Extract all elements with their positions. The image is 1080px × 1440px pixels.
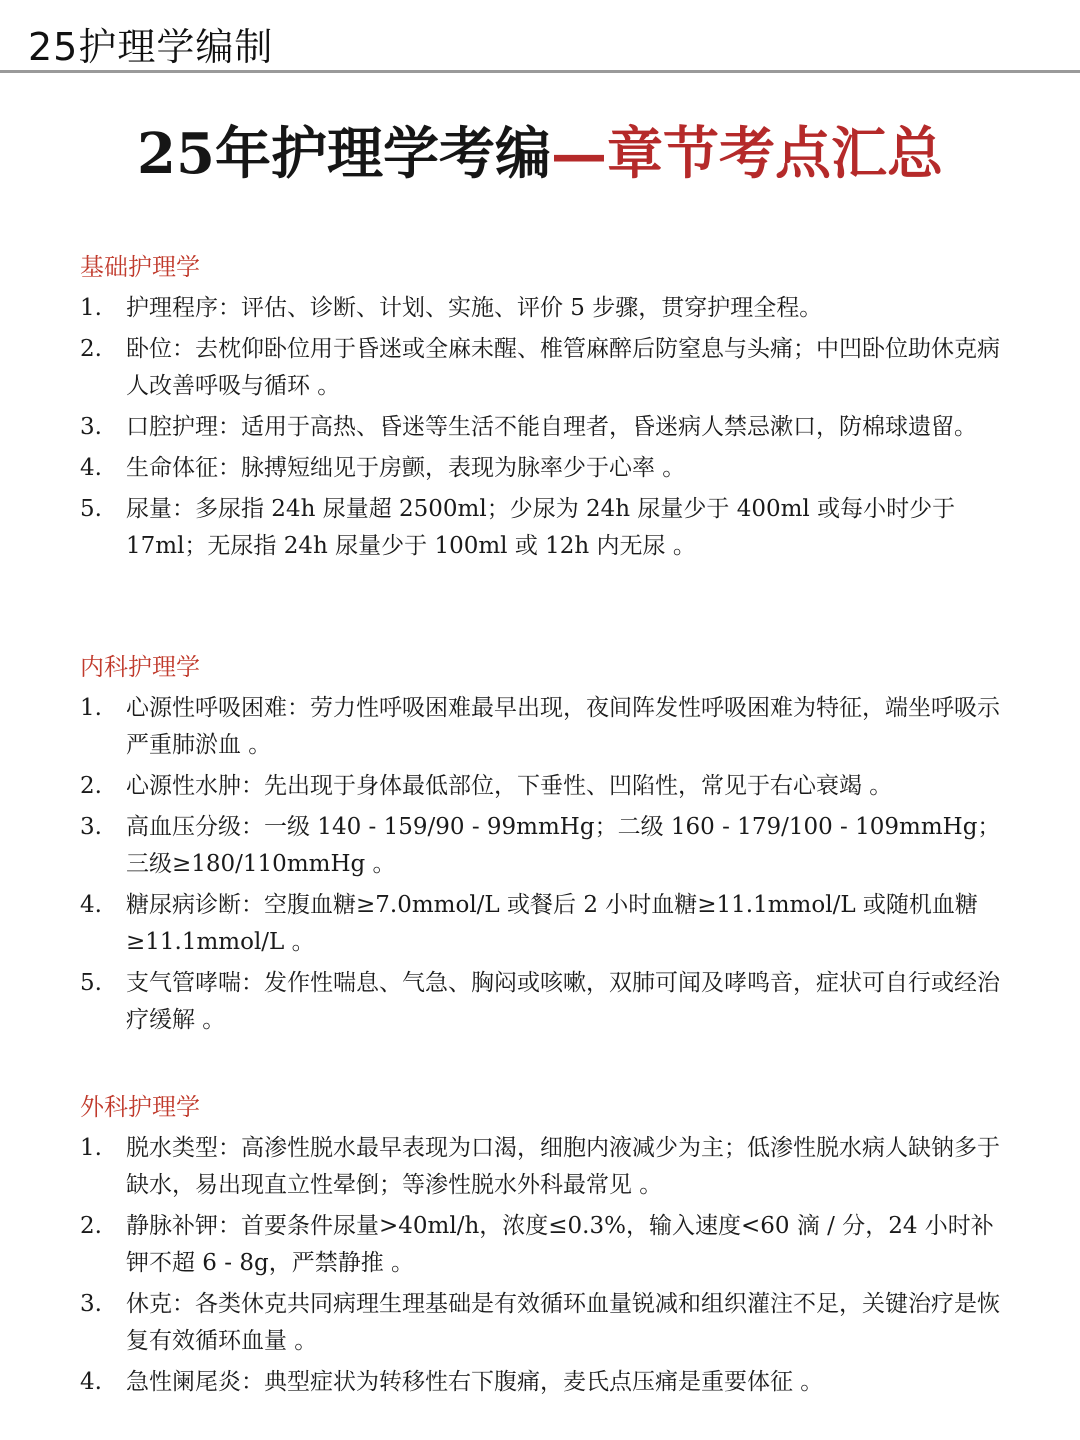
item-number: 4. [80, 1369, 102, 1395]
list-item [80, 690, 1010, 764]
list-item [80, 1130, 1010, 1204]
header-label: 25护理学编制 [28, 25, 274, 69]
item-number: 1. [80, 295, 102, 321]
list-item [80, 409, 1010, 446]
item-text: 休克：各类休克共同病理生理基础是有效循环血量锐减和组织灌注不足，关键治疗是恢复有效循环血量 。 [126, 1291, 1000, 1354]
item-list [80, 1130, 1010, 1401]
section-heading: 基础护理学 [80, 253, 200, 281]
item-list [80, 690, 1010, 1039]
title-main: 25年护理学考编 [137, 121, 551, 187]
item-text: 卧位：去枕仰卧位用于昏迷或全麻未醒、椎管麻醉后防窒息与头痛；中凹卧位助休克病人改善呼吸与循环 。 [126, 336, 1000, 399]
page-header [0, 0, 1080, 74]
item-text: 高血压分级：一级 140 - 159/90 - 99mmHg；二级 160 - 179/100 - 109mmHg；三级≥180/110mmHg 。 [126, 814, 1001, 877]
list-item [80, 887, 1010, 961]
item-number: 2. [80, 336, 102, 362]
title-accent: —章节考点汇总 [550, 121, 943, 187]
list-item [80, 965, 1010, 1039]
list-item [80, 450, 1010, 487]
list-item [80, 809, 1010, 883]
list-item [80, 290, 1010, 327]
item-text: 支气管哮喘：发作性喘息、气急、胸闷或咳嗽，双肺可闻及哮鸣音，症状可自行或经治疗缓解 。 [126, 970, 1000, 1033]
list-item [80, 1286, 1010, 1360]
header-divider [0, 70, 1080, 73]
item-number: 2. [80, 1213, 102, 1239]
item-text: 糖尿病诊断：空腹血糖≥7.0mmol/L 或餐后 2 小时血糖≥11.1mmol/L 或随机血糖≥11.1mmol/L 。 [126, 892, 978, 955]
item-text: 护理程序：评估、诊断、计划、实施、评价 5 步骤，贯穿护理全程。 [126, 295, 823, 321]
list-item [80, 491, 1010, 565]
list-item [80, 1364, 1010, 1401]
item-number: 5. [80, 496, 102, 522]
list-item [80, 331, 1010, 405]
list-item [80, 1208, 1010, 1282]
list-item [80, 768, 1010, 805]
item-number: 3. [80, 814, 102, 840]
item-number: 3. [80, 1291, 102, 1317]
item-text: 生命体征：脉搏短绌见于房颤，表现为脉率少于心率 。 [126, 455, 686, 481]
section-internal-medicine-nursing [80, 652, 1010, 1043]
item-text: 脱水类型：高渗性脱水最早表现为口渴，细胞内液减少为主；低渗性脱水病人缺钠多于缺水，易出现直立性晕倒；等渗性脱水外科最常见 。 [126, 1135, 1000, 1198]
item-number: 4. [80, 892, 102, 918]
item-number: 5. [80, 970, 102, 996]
item-text: 心源性水肿：先出现于身体最低部位，下垂性、凹陷性，常见于右心衰竭 。 [126, 773, 893, 799]
page-title [0, 116, 1080, 192]
item-text: 急性阑尾炎：典型症状为转移性右下腹痛，麦氏点压痛是重要体征 。 [126, 1369, 824, 1395]
item-number: 4. [80, 455, 102, 481]
item-number: 3. [80, 414, 102, 440]
item-text: 尿量：多尿指 24h 尿量超 2500ml；少尿为 24h 尿量少于 400ml 或每小时少于 17ml；无尿指 24h 尿量少于 100ml 或 12h 内无尿 。 [126, 496, 956, 559]
item-text: 口腔护理：适用于高热、昏迷等生活不能自理者，昏迷病人禁忌漱口，防棉球遗留。 [126, 414, 977, 440]
section-surgical-nursing [80, 1092, 1010, 1405]
item-text: 心源性呼吸困难：劳力性呼吸困难最早出现，夜间阵发性呼吸困难为特征，端坐呼吸示严重肺淤血 。 [126, 695, 1000, 758]
section-heading: 外科护理学 [80, 1093, 200, 1121]
item-text: 静脉补钾：首要条件尿量>40ml/h，浓度≤0.3%，输入速度<60 滴 / 分，24 小时补钾不超 6 - 8g，严禁静推 。 [126, 1213, 994, 1276]
item-number: 1. [80, 1135, 102, 1161]
section-heading: 内科护理学 [80, 653, 200, 681]
item-number: 1. [80, 695, 102, 721]
section-basic-nursing [80, 252, 1010, 569]
item-number: 2. [80, 773, 102, 799]
item-list [80, 290, 1010, 565]
